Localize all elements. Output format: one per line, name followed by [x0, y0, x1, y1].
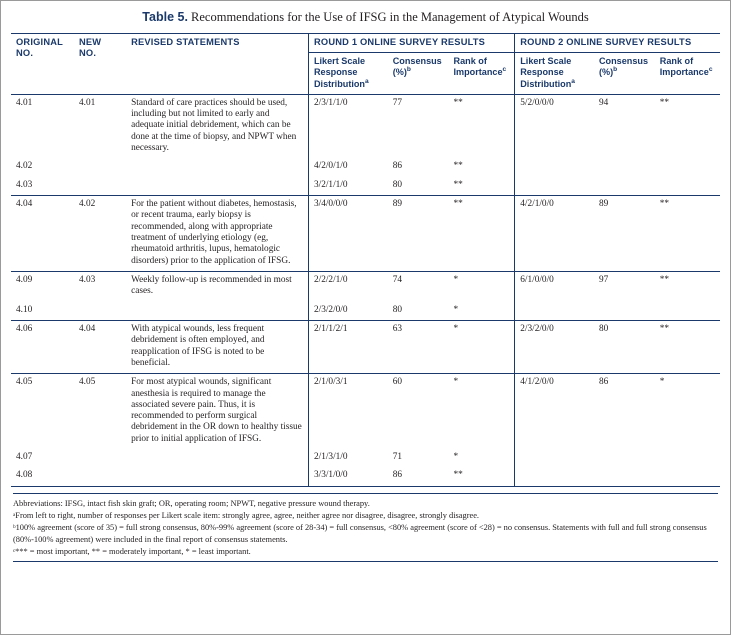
cell-r2-consensus — [594, 449, 655, 467]
cell-original-no: 4.05 — [16, 377, 33, 388]
cell-original-no: 4.07 — [16, 452, 33, 463]
footnote-a: ᵃFrom left to right, number of responses per Likert scale item: strongly agree, agree, neither agree nor disagree, disagree, strongly disagree. — [13, 511, 480, 521]
col-header-round1-group: ROUND 1 ONLINE SURVEY RESULTS — [308, 34, 514, 53]
cell-original-no: 4.09 — [16, 274, 33, 285]
col-header-r2-likert — [515, 53, 594, 94]
col-header-round2-group: ROUND 2 ONLINE SURVEY RESULTS — [515, 34, 720, 53]
footnote-c: ᶜ*** = most important, ** = moderately important, * = least important. — [13, 546, 251, 556]
table-row — [11, 94, 720, 158]
cell-r1-consensus: 63 — [388, 320, 449, 373]
cell-new-no: 4.01 — [78, 97, 96, 108]
cell-new-no — [74, 302, 126, 321]
cell-r1-consensus: 71 — [392, 452, 403, 463]
cell-r1-rank: * — [449, 320, 515, 373]
cell-r2-consensus: 80 — [594, 320, 655, 373]
cell-r2-rank — [655, 467, 720, 486]
cell-original-no: 4.04 — [11, 195, 74, 271]
cell-r1-consensus: 89 — [388, 195, 449, 271]
header-row-groups — [11, 34, 720, 53]
r1-likert-label: Likert Scale Response Distribution — [313, 56, 366, 89]
cell-revised-statement: Standard of care practices should be used, including but not limited to early and adequate initial debridement, which can be done at the time of biopsy, and NPWT when necessary. — [131, 97, 297, 153]
cell-r2-rank: ** — [659, 274, 670, 285]
table-row — [11, 449, 720, 467]
table-footnotes — [13, 493, 718, 557]
table-row — [11, 177, 720, 196]
cell-r1-rank: * — [453, 452, 459, 463]
cell-r2-likert — [515, 449, 594, 467]
cell-r2-rank: ** — [655, 195, 720, 271]
cell-r2-consensus — [594, 177, 655, 196]
recommendations-table — [11, 33, 720, 487]
cell-r1-consensus: 60 — [392, 377, 403, 388]
cell-r1-likert: 3/2/1/1/0 — [308, 177, 387, 196]
table-row — [11, 195, 720, 271]
table-row — [11, 158, 720, 176]
cell-new-no — [74, 158, 126, 176]
table-row — [11, 320, 720, 373]
cell-r2-likert — [515, 158, 594, 176]
cell-r1-rank: ** — [449, 195, 515, 271]
cell-r1-consensus: 86 — [388, 467, 449, 486]
cell-revised-statement — [126, 467, 308, 486]
table-row — [11, 302, 720, 321]
cell-original-no: 4.02 — [16, 161, 33, 172]
cell-r2-rank: ** — [659, 97, 670, 108]
cell-r1-likert: 4/2/0/1/0 — [308, 158, 387, 176]
cell-r2-likert — [515, 302, 594, 321]
cell-r1-rank: * — [453, 377, 459, 388]
cell-new-no: 4.04 — [74, 320, 126, 373]
table-head — [11, 34, 720, 95]
cell-new-no — [74, 467, 126, 486]
footnotes-bottom-rule — [13, 561, 718, 562]
cell-revised-statement — [126, 158, 308, 176]
cell-r2-rank — [655, 177, 720, 196]
cell-new-no — [74, 449, 126, 467]
table-body — [11, 94, 720, 486]
cell-r1-rank: ** — [453, 97, 463, 108]
cell-r2-likert: 2/3/2/0/0 — [515, 320, 594, 373]
r2-consensus-sup: b — [613, 66, 618, 74]
cell-revised-statement — [126, 177, 308, 196]
cell-original-no: 4.10 — [11, 302, 74, 321]
cell-revised-statement — [126, 449, 308, 467]
cell-r1-consensus: 74 — [392, 274, 403, 285]
cell-r2-rank — [655, 449, 720, 467]
cell-r2-rank: * — [659, 377, 665, 388]
cell-revised-statement: With atypical wounds, less frequent debridement is often employed, and reapplication of IFSG is noted to be beneficial. — [126, 320, 308, 373]
cell-r1-consensus: 80 — [388, 177, 449, 196]
cell-r2-consensus: 94 — [598, 97, 609, 108]
cell-original-no: 4.03 — [11, 177, 74, 196]
r1-consensus-label: Consensus (%) — [392, 56, 442, 78]
cell-r2-consensus: 86 — [598, 377, 609, 388]
cell-new-no — [74, 177, 126, 196]
cell-r1-rank: * — [449, 302, 515, 321]
cell-r1-likert: 2/1/3/1/0 — [308, 449, 387, 467]
cell-r2-consensus: 89 — [594, 195, 655, 271]
r1-rank-sup: c — [502, 66, 507, 74]
cell-r2-likert: 4/1/2/0/0 — [515, 374, 594, 449]
r2-rank-label: Rank of Importance — [659, 56, 709, 78]
r2-likert-sup: a — [571, 77, 575, 85]
cell-original-no: 4.08 — [11, 467, 74, 486]
r1-likert-sup: a — [365, 77, 369, 85]
cell-r1-rank: ** — [453, 161, 463, 172]
cell-r2-rank — [655, 302, 720, 321]
r1-consensus-sup: b — [406, 66, 411, 74]
footnote-abbreviations: Abbreviations: IFSG, intact fish skin graft; OR, operating room; NPWT, negative pressure wound therapy. — [13, 498, 370, 508]
cell-original-no: 4.01 — [16, 97, 33, 108]
cell-r1-likert: 2/3/1/1/0 — [308, 94, 387, 158]
cell-r2-rank: ** — [655, 320, 720, 373]
table-title: Recommendations for the Use of IFSG in the Management of Atypical Wounds — [191, 10, 589, 24]
col-header-r1-consensus — [388, 53, 449, 94]
r2-likert-label: Likert Scale Response Distribution — [520, 56, 572, 89]
col-header-r1-likert — [308, 53, 387, 94]
cell-r2-likert: 5/2/0/0/0 — [515, 94, 594, 158]
cell-r1-likert: 2/3/2/0/0 — [308, 302, 387, 321]
col-header-original-no: ORIGINAL NO. — [11, 34, 74, 95]
cell-r2-consensus — [594, 302, 655, 321]
cell-r2-consensus: 97 — [598, 274, 609, 285]
cell-r1-rank: ** — [449, 177, 515, 196]
cell-r1-likert: 3/4/0/0/0 — [308, 195, 387, 271]
cell-r1-consensus: 86 — [392, 161, 403, 172]
table-row — [11, 374, 720, 449]
table-row — [11, 467, 720, 486]
col-header-revised-statements: REVISED STATEMENTS — [126, 34, 308, 95]
table-row — [11, 271, 720, 301]
cell-r2-consensus — [594, 158, 655, 176]
col-header-r2-consensus — [594, 53, 655, 94]
cell-r2-consensus — [594, 467, 655, 486]
cell-revised-statement: For most atypical wounds, significant anesthesia is required to manage the associated severe pain. Thus, it is recommended to perform surgical debridement in the OR down to healthy tissue prior to initial application of IFSG. — [131, 377, 302, 444]
cell-r1-likert: 2/1/1/2/1 — [308, 320, 387, 373]
cell-r2-likert — [515, 467, 594, 486]
cell-new-no: 4.02 — [74, 195, 126, 271]
cell-r2-rank — [655, 158, 720, 176]
cell-r1-rank: ** — [449, 467, 515, 486]
r2-consensus-label: Consensus (%) — [598, 56, 649, 78]
footnote-b: ᵇ100% agreement (score of 35) = full strong consensus, 80%-99% agreement (score of 28-34) = full consensus, <80% agreement (score of <28) = no consensus. Statements with full and full strong consensus (80%-100% agreement) were included in the final report of consensus statements. — [13, 523, 707, 544]
cell-revised-statement: For the patient without diabetes, hemostasis, or recent trauma, early biopsy is recommended, along with appropriate treatment of underlying etiology (eg, rheumatoid arthritis, lupus, hematologic disorders) prior to the application of IFSG. — [126, 195, 308, 271]
col-header-new-no: NEW NO. — [74, 34, 126, 95]
r1-rank-label: Rank of Importance — [453, 56, 503, 78]
cell-r1-likert: 2/2/2/1/0 — [308, 271, 387, 301]
cell-revised-statement — [126, 302, 308, 321]
table-label: Table 5. — [142, 10, 188, 24]
col-header-r2-rank — [655, 53, 720, 94]
cell-new-no: 4.05 — [78, 377, 96, 388]
cell-r1-consensus: 80 — [388, 302, 449, 321]
cell-r2-likert: 6/1/0/0/0 — [515, 271, 594, 301]
cell-r2-likert: 4/2/1/0/0 — [515, 195, 594, 271]
cell-new-no: 4.03 — [78, 274, 96, 285]
cell-original-no: 4.06 — [11, 320, 74, 373]
r2-rank-sup: c — [708, 66, 713, 74]
col-header-r1-rank — [449, 53, 515, 94]
cell-revised-statement: Weekly follow-up is recommended in most cases. — [131, 274, 292, 297]
cell-r1-rank: * — [453, 274, 459, 285]
cell-r1-likert: 3/3/1/0/0 — [308, 467, 387, 486]
table-caption — [1, 1, 730, 33]
cell-r1-consensus: 77 — [392, 97, 403, 108]
cell-r1-likert: 2/1/0/3/1 — [308, 374, 387, 449]
cell-r2-likert — [515, 177, 594, 196]
